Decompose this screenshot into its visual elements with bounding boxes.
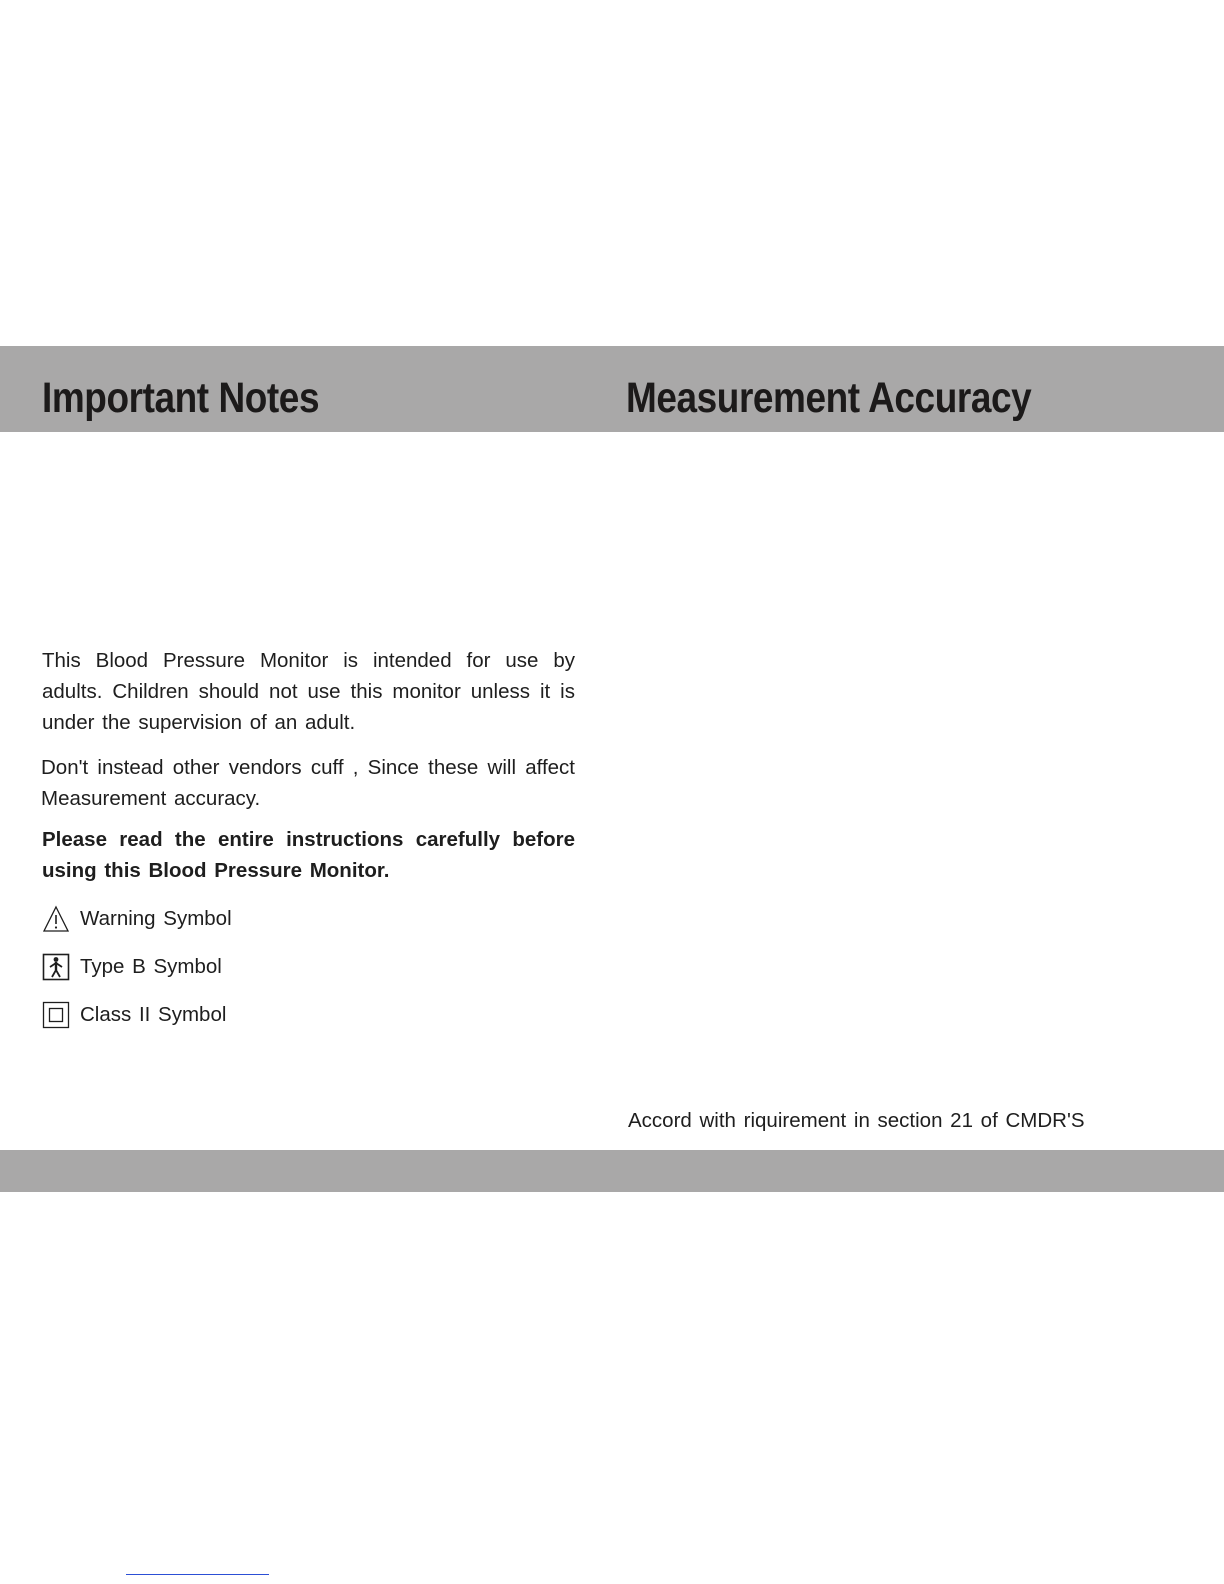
type-b-symbol-row xyxy=(42,952,222,982)
intended-use-paragraph: This Blood Pressure Monitor is intended for use by adults. Children should not use this monitor unless it is under the supervision of an adult. xyxy=(42,649,575,734)
warning-symbol-row xyxy=(42,904,232,934)
footer-band xyxy=(0,1150,1224,1192)
class-ii-symbol-row xyxy=(42,1000,226,1030)
cuff-warning-paragraph: Don't instead other vendors cuff , Since these will affect Measurement accuracy. xyxy=(41,756,575,810)
important-notes-title: Important Notes xyxy=(42,374,320,422)
cmdr-accord-text: Accord with riquirement in section 21 of CMDR'S xyxy=(628,1109,1085,1132)
class-ii-square-icon xyxy=(42,1001,70,1029)
warning-symbol-label: Warning Symbol xyxy=(80,907,232,930)
class-ii-symbol-label: Class II Symbol xyxy=(80,1003,227,1026)
bottom-link-underline xyxy=(126,1574,269,1575)
read-instructions-paragraph: Please read the entire instructions carefully before using this Blood Pressure Monitor. xyxy=(42,828,575,882)
type-b-symbol-label: Type B Symbol xyxy=(80,955,222,978)
warning-triangle-icon xyxy=(42,905,70,933)
type-b-body-icon xyxy=(42,953,70,981)
measurement-accuracy-title: Measurement Accuracy xyxy=(626,374,1032,422)
